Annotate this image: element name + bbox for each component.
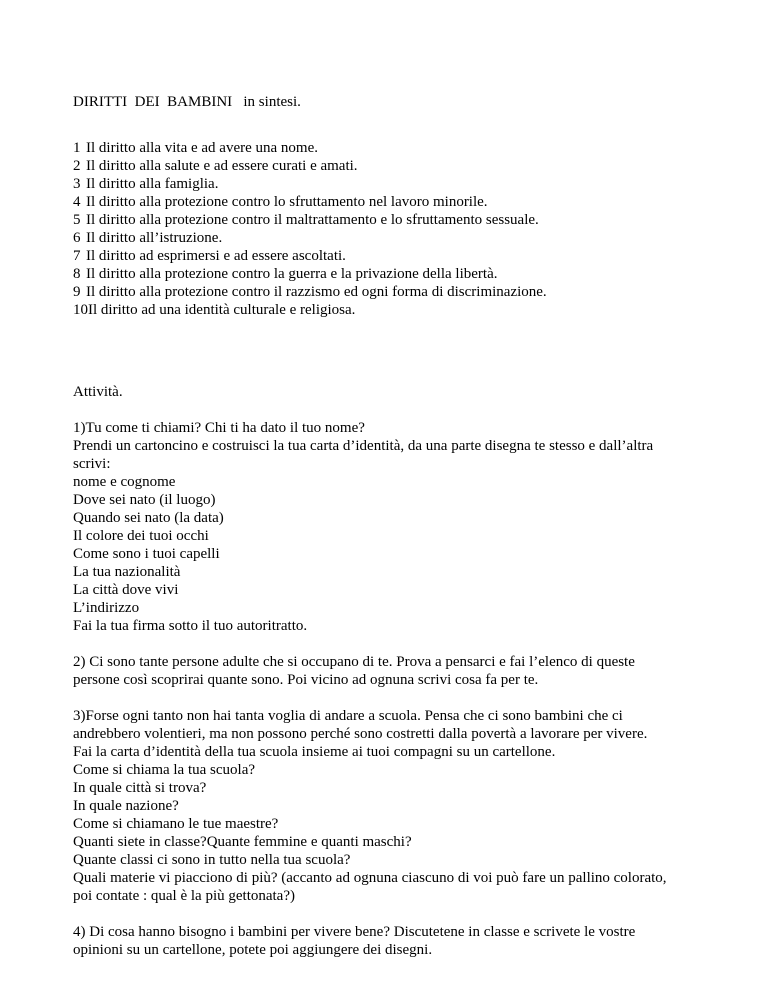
list-item: Come sono i tuoi capelli	[73, 546, 220, 562]
rights-list	[73, 139, 713, 319]
activity-3	[73, 707, 713, 905]
list-text: Il diritto alla famiglia.	[86, 176, 219, 192]
paragraph-line: persone così scoprirai quante sono. Poi vicino ad ognuna scrivi cosa fa per te.	[73, 672, 539, 688]
list-item: Il colore dei tuoi occhi	[73, 528, 209, 544]
list-text: Il diritto alla salute e ad essere curati e amati.	[86, 158, 358, 174]
list-number: 4	[73, 194, 81, 210]
list-number: 8	[73, 266, 81, 282]
list-text: Il diritto alla vita e ad avere una nome.	[86, 140, 318, 156]
list-text: Il diritto all’istruzione.	[86, 230, 223, 246]
list-item: In quale nazione?	[73, 798, 179, 814]
list-item: Come si chiama la tua scuola?	[73, 762, 256, 778]
list-number: 1	[73, 140, 81, 156]
list-item	[73, 157, 713, 175]
activity-instruction: Prendi un cartoncino e costruisci la tua carta d’identità, da una parte disegna te stesso e dall’altra	[73, 438, 654, 454]
list-item	[73, 301, 713, 319]
list-item	[73, 139, 713, 157]
list-text: Il diritto ad una identità culturale e religiosa.	[88, 302, 356, 318]
paragraph-line: 2) Ci sono tante persone adulte che si occupano di te. Prova a pensarci e fai l’elenco di queste	[73, 654, 635, 670]
list-text: Il diritto alla protezione contro la guerra e la privazione della libertà.	[86, 266, 498, 282]
list-number: 5	[73, 212, 81, 228]
paragraph-line: 4) Di cosa hanno bisogno i bambini per vivere bene? Discutetene in classe e scrivete le vostre	[73, 924, 636, 940]
paragraph-line: opinioni su un cartellone, potete poi aggiungere dei disegni.	[73, 942, 433, 958]
paragraph-line: 3)Forse ogni tanto non hai tanta voglia di andare a scuola. Pensa che ci sono bambini che ci	[73, 708, 623, 724]
list-item: Quando sei nato (la data)	[73, 510, 224, 526]
activity-question: 1)Tu come ti chiami? Chi ti ha dato il tuo nome?	[73, 420, 365, 436]
activity-2	[73, 653, 713, 689]
list-item	[73, 247, 713, 265]
title-text: DIRITTI DEI BAMBINI	[73, 94, 233, 110]
list-number: 2	[73, 158, 81, 174]
paragraph-line: Fai la carta d’identità della tua scuola insieme ai tuoi compagni su un cartellone.	[73, 744, 556, 760]
list-item	[73, 175, 713, 193]
list-item: L’indirizzo	[73, 600, 140, 616]
list-item: Quali materie vi piacciono di più? (accanto ad ognuna ciascuno di voi può fare un pallino colorato,	[73, 870, 667, 886]
list-item	[73, 193, 713, 211]
list-item: Come si chiamano le tue maestre?	[73, 816, 279, 832]
list-item: Quante classi ci sono in tutto nella tua scuola?	[73, 852, 351, 868]
activity-4	[73, 923, 713, 959]
list-text: Il diritto ad esprimersi e ad essere ascoltati.	[86, 248, 346, 264]
list-item: nome e cognome	[73, 474, 176, 490]
list-item	[73, 283, 713, 301]
list-number: 3	[73, 176, 81, 192]
list-item: Quanti siete in classe?Quante femmine e quanti maschi?	[73, 834, 412, 850]
activity-1	[73, 419, 713, 635]
list-number: 9	[73, 284, 81, 300]
list-text: Il diritto alla protezione contro il maltrattamento e lo sfruttamento sessuale.	[86, 212, 539, 228]
list-number: 7	[73, 248, 81, 264]
list-number: 10	[73, 302, 88, 318]
list-item: poi contate : qual è la più gettonata?)	[73, 888, 295, 904]
document-title	[73, 93, 713, 111]
list-number: 6	[73, 230, 81, 246]
list-item: La tua nazionalità	[73, 564, 181, 580]
list-item	[73, 211, 713, 229]
list-item	[73, 265, 713, 283]
document-page	[73, 93, 713, 959]
list-item	[73, 229, 713, 247]
list-item: Dove sei nato (il luogo)	[73, 492, 216, 508]
list-item: La città dove vivi	[73, 582, 179, 598]
paragraph-line: andrebbero volentieri, ma non possono perché sono costretti dalla povertà a lavorare per vivere.	[73, 726, 648, 742]
list-item: Fai la tua firma sotto il tuo autoritratto.	[73, 618, 308, 634]
list-item: In quale città si trova?	[73, 780, 207, 796]
list-text: Il diritto alla protezione contro lo sfruttamento nel lavoro minorile.	[86, 194, 488, 210]
activities-heading: Attività.	[73, 384, 123, 400]
title-suffix: in sintesi.	[243, 94, 301, 110]
activity-instruction: scrivi:	[73, 456, 111, 472]
list-text: Il diritto alla protezione contro il razzismo ed ogni forma di discriminazione.	[86, 284, 547, 300]
